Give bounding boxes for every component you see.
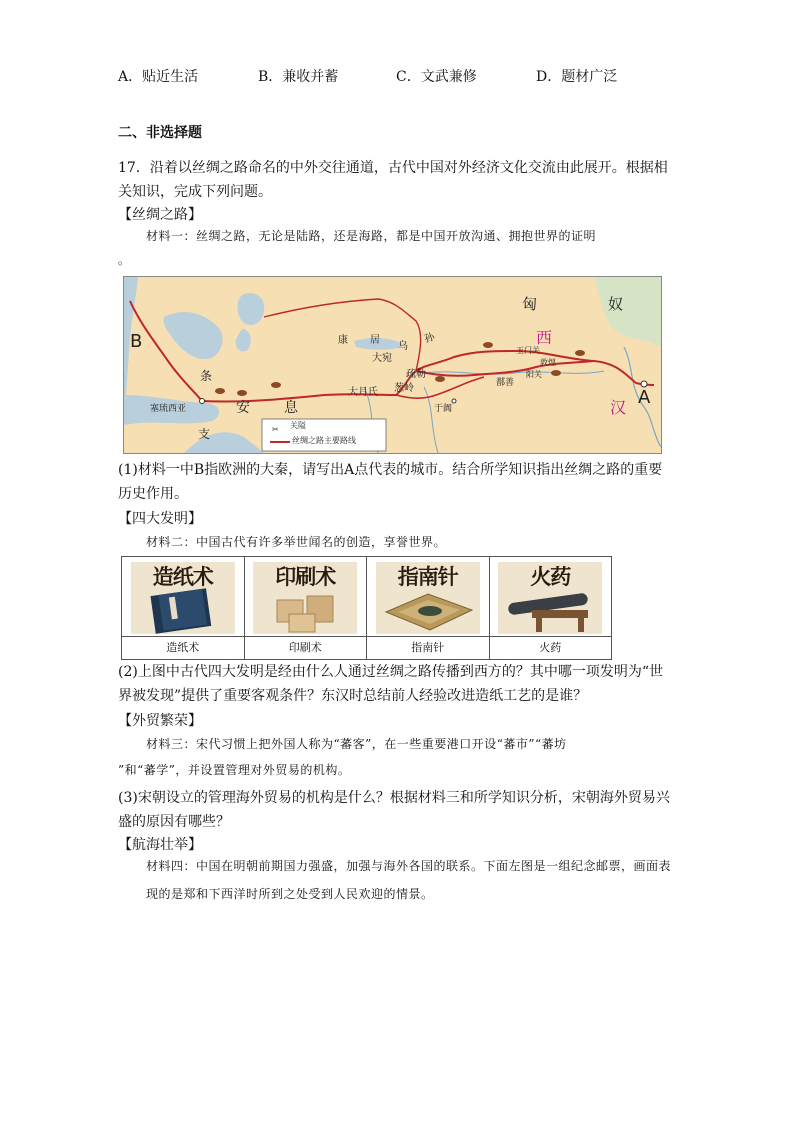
label-kangju-2: 居 bbox=[370, 335, 380, 346]
gunpowder-image: 火药 bbox=[498, 562, 602, 634]
option-d: D．题材广泛 bbox=[536, 69, 618, 85]
label-shule: 疏勒 bbox=[406, 369, 426, 380]
label-dayuan: 大宛 bbox=[372, 353, 392, 364]
inventions-table bbox=[121, 556, 612, 660]
label-wusun-1: 乌 bbox=[398, 341, 408, 352]
sub-question-1: (1)材料一中B指欧洲的大秦，请写出A点代表的城市。结合所学知识指出丝绸之路的重要历史作用。 bbox=[118, 462, 663, 502]
label-congling: 葱岭 bbox=[394, 383, 414, 394]
label-yutian: 于阗 bbox=[434, 404, 453, 414]
label-xiongnu-1: 匈 bbox=[522, 295, 538, 313]
sub-question-2: (2)上图中古代四大发明是经由什么人通过丝绸之路传播到西方的？其中哪一项发明为“世界被发现”提供了重要客观条件？东汉时总结前人经验改进造纸工艺的是谁？ bbox=[118, 664, 663, 704]
legend-route: 丝绸之路主要路线 bbox=[292, 436, 356, 445]
material-one-end: 。 bbox=[118, 253, 131, 267]
material-three-line1: 材料三：宋代习惯上把外国人称为“蕃客”，在一些重要港口开设“蕃市”“蕃坊 bbox=[146, 737, 567, 751]
trade-tag: 【外贸繁荣】 bbox=[118, 713, 202, 729]
invention-cell-compass bbox=[367, 557, 490, 637]
caption-compass: 指南针 bbox=[367, 637, 490, 660]
label-wusun-2: 孙 bbox=[423, 331, 437, 346]
sub-question-3: (3)宋朝设立的管理海外贸易的机构是什么？根据材料三和所学知识分析，宋朝海外贸易兴盛的原因有哪些？ bbox=[118, 790, 670, 830]
label-han: 汉 bbox=[610, 398, 627, 417]
option-c: C．文武兼修 bbox=[396, 69, 477, 85]
label-zhi: 支 bbox=[198, 427, 211, 441]
label-anxi-1: 安 bbox=[236, 400, 250, 416]
label-yumenguan: 玉门关 bbox=[516, 346, 540, 355]
invention-cell-gunpowder bbox=[489, 557, 612, 637]
legend-pass: 关隘 bbox=[290, 421, 306, 430]
paper-image: 造纸术 bbox=[131, 562, 235, 634]
label-shanshan: 鄯善 bbox=[496, 378, 515, 388]
section-title: 二、非选择题 bbox=[118, 125, 202, 141]
silk-road-map bbox=[123, 276, 662, 454]
material-three-line2: ”和“蕃学”，并设置管理对外贸易的机构。 bbox=[118, 763, 351, 777]
label-xiongnu-2: 奴 bbox=[608, 295, 624, 313]
option-b: B．兼收并蓄 bbox=[258, 69, 339, 85]
invention-cell-paper bbox=[122, 557, 245, 637]
inventions-tag: 【四大发明】 bbox=[118, 511, 202, 527]
label-dunhuang: 敦煌 bbox=[540, 358, 556, 367]
material-four: 材料四：中国在明朝前期国力强盛，加强与海外各国的联系。下面左图是一组纪念邮票，画面表现的是郑和下西洋时所到之处受到人民欢迎的情景。 bbox=[146, 859, 672, 901]
label-tiao: 条 bbox=[200, 369, 213, 383]
svg-text:✂: ✂ bbox=[272, 425, 279, 434]
label-yangguan: 阳关 bbox=[526, 370, 542, 379]
label-anxi-2: 息 bbox=[284, 400, 298, 416]
material-two: 材料二：中国古代有许多举世闻名的创造，享誉世界。 bbox=[146, 535, 447, 549]
label-dayuezhi: 大月氏 bbox=[348, 387, 378, 398]
option-a: A．贴近生活 bbox=[118, 69, 199, 85]
invention-cell-printing bbox=[244, 557, 367, 637]
label-seleucia: 塞琉西亚 bbox=[150, 404, 187, 414]
question-17-stem: 17．沿着以丝绸之路命名的中外交往通道，古代中国对外经济文化交流由此展开。根据相关知识，完成下列问题。 bbox=[118, 160, 668, 200]
silk-road-tag: 【丝绸之路】 bbox=[118, 207, 202, 223]
label-kangju-1: 康 bbox=[338, 335, 348, 346]
label-point-a: A bbox=[638, 387, 651, 408]
caption-paper: 造纸术 bbox=[122, 637, 245, 660]
label-xi: 西 bbox=[536, 328, 553, 347]
answer-options bbox=[118, 66, 678, 88]
caption-printing: 印刷术 bbox=[244, 637, 367, 660]
label-point-b: B bbox=[130, 331, 143, 352]
compass-image: 指南针 bbox=[376, 562, 480, 634]
printing-image: 印刷术 bbox=[253, 562, 357, 634]
voyage-tag: 【航海壮举】 bbox=[118, 837, 202, 853]
caption-gunpowder: 火药 bbox=[489, 637, 612, 660]
material-one: 材料一：丝绸之路，无论是陆路，还是海路，都是中国开放沟通、拥抱世界的证明 bbox=[146, 229, 597, 243]
